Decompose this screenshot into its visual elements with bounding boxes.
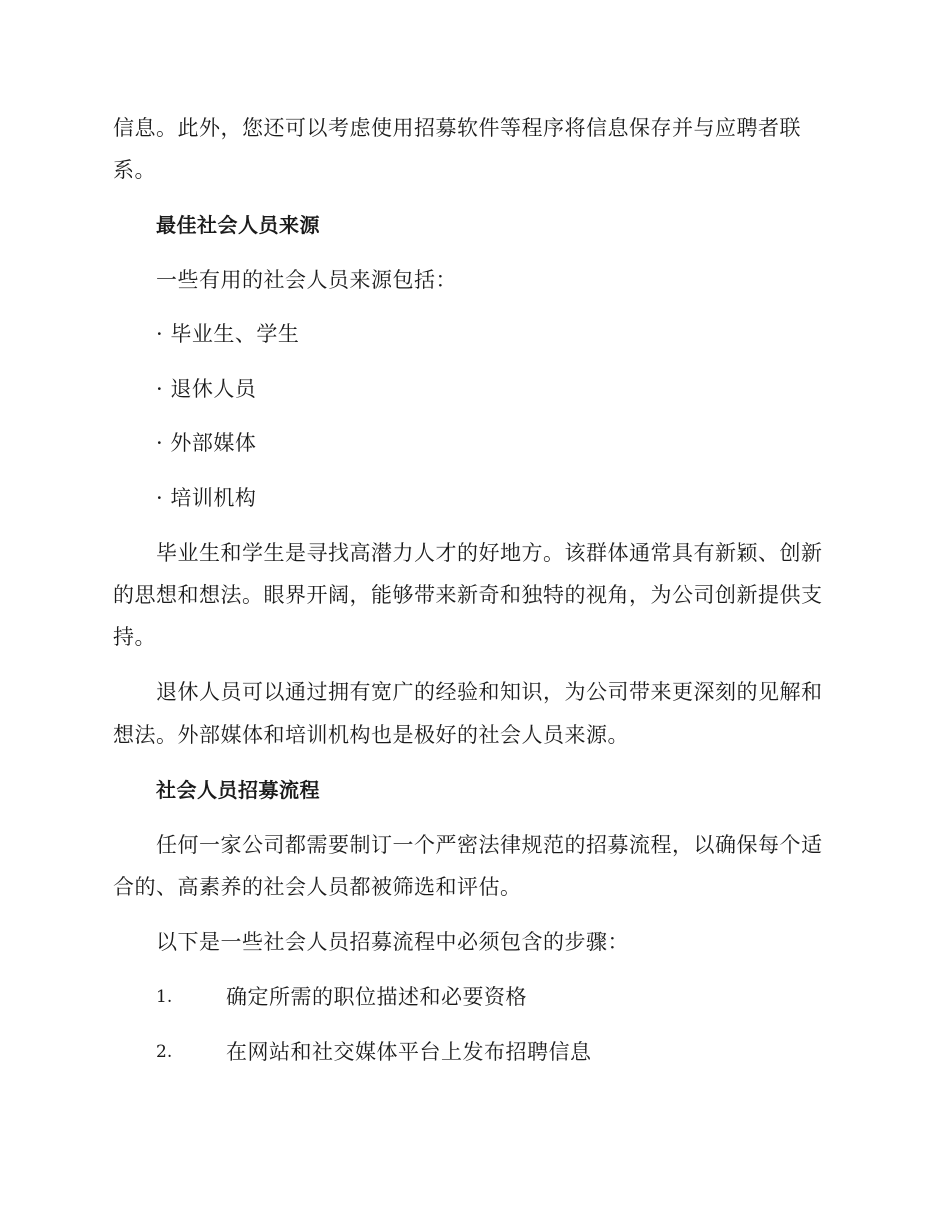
- section-heading-recruitment-process: 社会人员招募流程: [156, 778, 320, 802]
- step-number: 2.: [156, 1042, 173, 1062]
- process-paragraph-line-2: 合的、高素养的社会人员都被筛选和评估。: [113, 875, 522, 899]
- intro-tail-line-1: 信息。此外，您还可以考虑使用招募软件等程序将信息保存并与应聘者联: [113, 116, 801, 140]
- graduates-paragraph-line-1: 毕业生和学生是寻找高潜力人才的好地方。该群体通常具有新颖、创新: [156, 541, 823, 565]
- graduates-paragraph-line-3: 持。: [113, 625, 156, 649]
- retirees-paragraph-line-2: 想法。外部媒体和培训机构也是极好的社会人员来源。: [113, 723, 629, 747]
- step-number: 1.: [156, 987, 173, 1007]
- section-heading-best-sources: 最佳社会人员来源: [156, 213, 320, 237]
- intro-tail-line-2: 系。: [113, 158, 156, 182]
- retirees-paragraph-line-1: 退休人员可以通过拥有宽广的经验和知识，为公司带来更深刻的见解和: [156, 680, 823, 704]
- steps-lead: 以下是一些社会人员招募流程中必须包含的步骤：: [156, 930, 629, 954]
- bullet-item: · 退休人员: [156, 377, 257, 401]
- bullet-item: · 毕业生、学生: [156, 322, 300, 346]
- graduates-paragraph-line-2: 的思想和想法。眼界开阔，能够带来新奇和独特的视角，为公司创新提供支: [113, 583, 823, 607]
- sources-lead: 一些有用的社会人员来源包括：: [156, 268, 457, 292]
- process-paragraph-line-1: 任何一家公司都需要制订一个严密法律规范的招募流程，以确保每个适: [156, 833, 823, 857]
- bullet-item: · 培训机构: [156, 486, 257, 510]
- step-text: 在网站和社交媒体平台上发布招聘信息: [226, 1040, 592, 1064]
- bullet-item: · 外部媒体: [156, 431, 257, 455]
- step-text: 确定所需的职位描述和必要资格: [226, 985, 527, 1009]
